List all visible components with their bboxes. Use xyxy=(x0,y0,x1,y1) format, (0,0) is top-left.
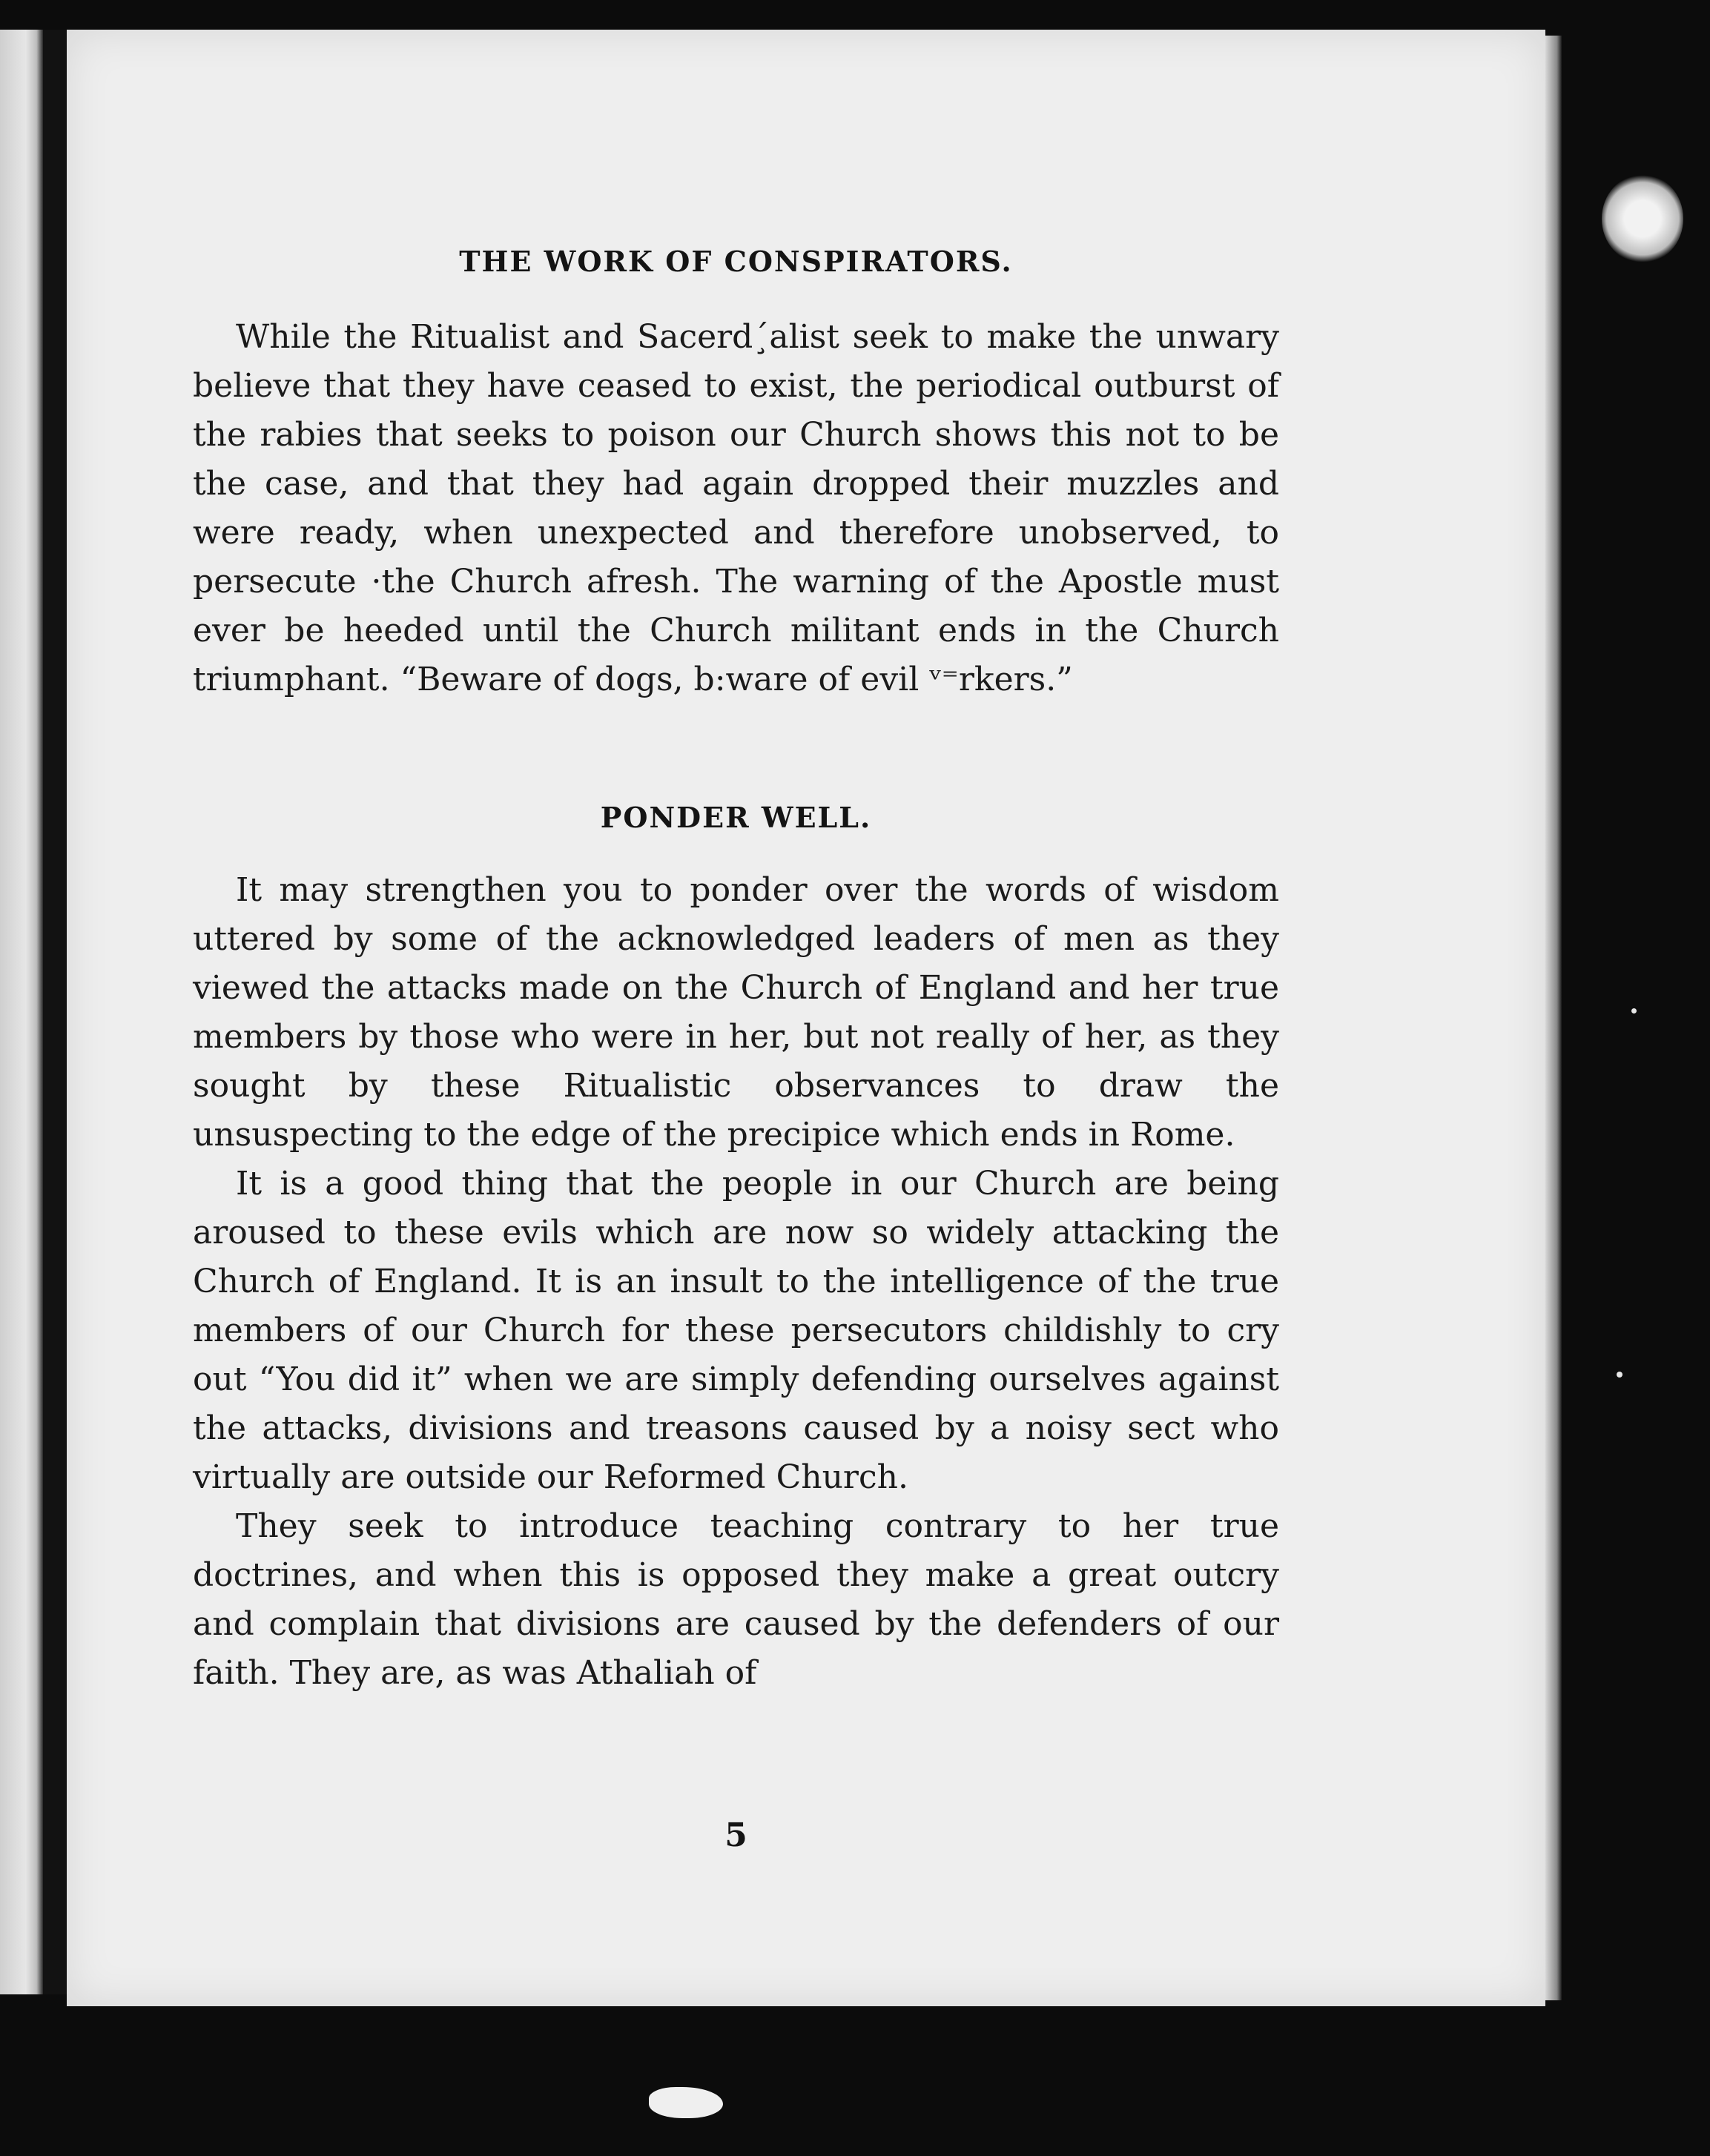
dust-speck xyxy=(1631,1008,1637,1013)
paragraph: They seek to introduce teaching contrary to her true doctrines, and when this is opposed they make a great outcry and complain that divisions are caused by the defenders of our faith. They are, as was Athaliah of xyxy=(193,1507,1279,1692)
paragraph: It may strengthen you to ponder over the words of wisdom uttered by some of the acknowledged leaders of men as they viewed the attacks made on the Church of England and her true members by those who were in her, but not really of her, as they sought by these Ritualistic observances to draw the unsuspecting to the edge of the precipice which ends in Rome. xyxy=(193,871,1279,1154)
section-body-conspirators xyxy=(193,313,1279,704)
page-number: 5 xyxy=(724,1816,747,1854)
section-heading-conspirators: THE WORK OF CONSPIRATORS. xyxy=(459,245,1013,278)
right-page-edge xyxy=(1545,36,1562,2000)
section-body-ponder-well xyxy=(193,866,1279,1698)
dust-speck xyxy=(1602,174,1683,263)
section-heading-ponder-well: PONDER WELL. xyxy=(600,801,872,834)
dust-speck xyxy=(649,2087,723,2118)
dust-speck xyxy=(1617,1372,1622,1378)
book-spine xyxy=(43,30,67,1994)
left-page-edge xyxy=(0,30,43,1994)
paragraph: While the Ritualist and Sacerd¸́alist seek to make the unwary believe that they have ceased to exist, the periodical outburst of the rabies that seeks to poison our Church shows this not to be the case, and that they had again dropped their muzzles and were ready, when unexpected and therefore unobserved, to persecute ·the Church afresh. The warning of the Apostle must ever be heeded until the Church militant ends in the Church triumphant. “Beware of dogs, b:ware of evil ᵛ⁼rkers.” xyxy=(193,318,1279,698)
paragraph: It is a good thing that the people in our Church are being aroused to these evils which are now so widely attacking the Church of England. It is an insult to the intelligence of the true members of our Church for these persecutors childishly to cry out “You did it” when we are simply defending ourselves against the attacks, divisions and treasons caused by a noisy sect who virtually are outside our Reformed Church. xyxy=(193,1165,1279,1496)
